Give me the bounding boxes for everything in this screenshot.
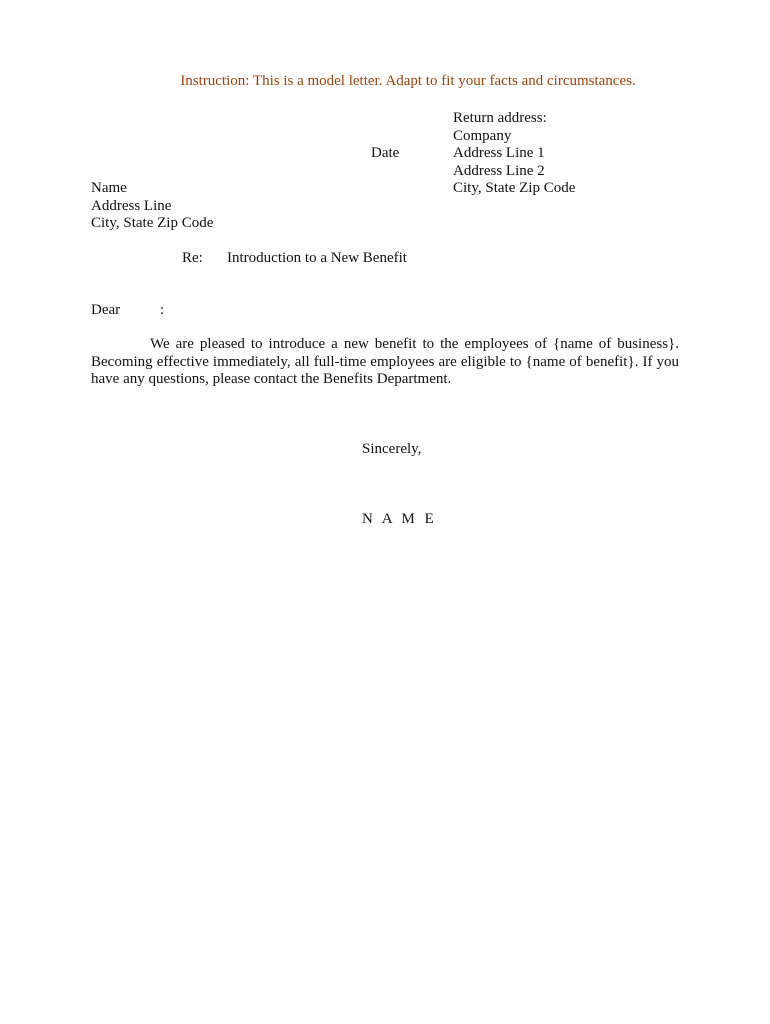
recipient-name: Name [91,180,127,196]
re-subject: Introduction to a New Benefit [227,250,407,266]
recipient-address [91,180,213,233]
return-city: City, State Zip Code [453,180,576,196]
closing: Sincerely, [362,441,422,457]
salutation: Dear [91,302,121,318]
instruction-note: Instruction: This is a model letter. Adapt to fit your facts and circumstances. [180,73,636,89]
return-address-label: Return address: [453,110,547,126]
signature-name: N A M E [362,511,437,527]
return-company: Company [453,127,512,144]
recipient-address-line: Address Line [91,197,172,214]
re-label: Re: [182,250,203,266]
letter-date: Date [371,145,400,161]
letter-body: We are pleased to introduce a new benefit to the employees of {name of business}. Becoming effective immediately, all full-time employees are eligible to {name of benefit}. If you have any questions, please contact the Benefits Department. [91,336,679,388]
salutation-colon: : [160,302,165,318]
return-line1: Address Line 1 [453,145,545,161]
return-line2: Address Line 2 [453,162,545,179]
return-address [453,110,575,198]
recipient-city: City, State Zip Code [91,215,214,231]
